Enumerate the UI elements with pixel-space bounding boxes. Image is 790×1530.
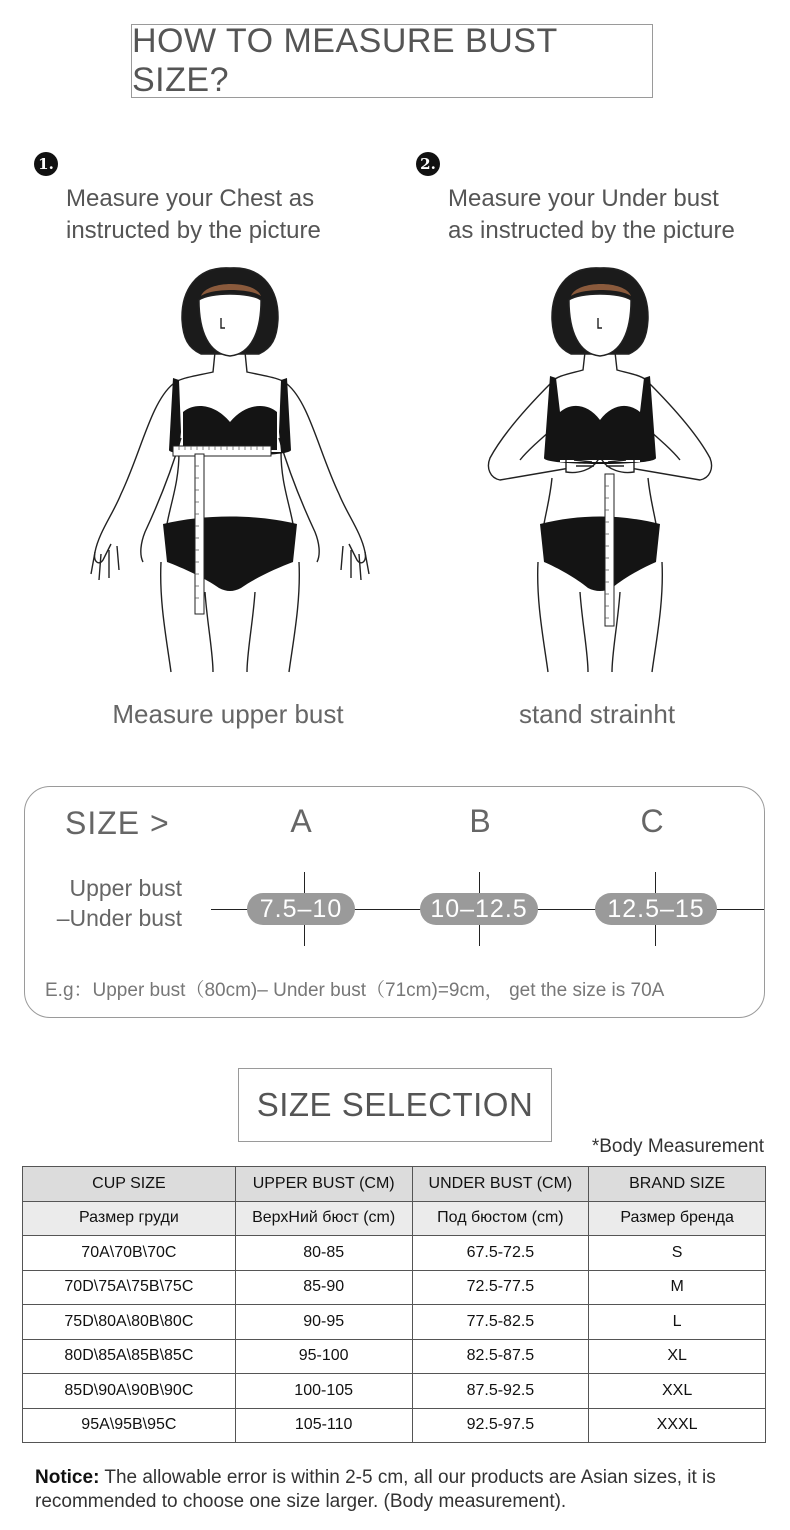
cell-upper-bust: 90-95 — [235, 1305, 412, 1340]
header-ru-cup-size: Размер груди — [23, 1201, 236, 1236]
table-row — [23, 1408, 766, 1443]
range-pill-b: 10–12.5 — [420, 893, 538, 925]
cell-upper-bust: 100-105 — [235, 1374, 412, 1409]
notice-text — [35, 1466, 765, 1514]
cell-upper-bust: 85-90 — [235, 1270, 412, 1305]
size-table — [22, 1166, 766, 1443]
header-ru-brand-size: Размер бренда — [589, 1201, 766, 1236]
cell-upper-bust: 80-85 — [235, 1236, 412, 1271]
header-brand-size: BRAND SIZE — [589, 1167, 766, 1202]
size-letter-c: C — [640, 803, 664, 839]
header-upper-bust: UPPER BUST (CM) — [235, 1167, 412, 1202]
upper-bust-figure-illustration — [55, 262, 405, 674]
notice-label: Notice: — [35, 1467, 100, 1488]
step-1-text — [66, 183, 321, 247]
cell-brand-size: L — [589, 1305, 766, 1340]
size-example-text: E.g：Upper bust（80cm)– Under bust（71cm)=9cm， get the size is 70A — [45, 980, 665, 1001]
step-2-badge: 2. — [416, 152, 440, 176]
bust-label-line1: Upper bust — [69, 875, 182, 901]
table-row — [23, 1374, 766, 1409]
body-measurement-note: *Body Measurement — [591, 1136, 764, 1157]
cell-cup-size: 95A\95B\95C — [23, 1408, 236, 1443]
step-2-text — [448, 183, 735, 247]
range-pill-a: 7.5–10 — [247, 893, 355, 925]
cell-under-bust: 87.5-92.5 — [412, 1374, 589, 1409]
range-pill-c: 12.5–15 — [595, 893, 717, 925]
cell-under-bust: 92.5-97.5 — [412, 1408, 589, 1443]
cell-brand-size: XXL — [589, 1374, 766, 1409]
table-row — [23, 1339, 766, 1374]
table-header-row-ru — [23, 1201, 766, 1236]
header-under-bust: UNDER BUST (CM) — [412, 1167, 589, 1202]
cell-brand-size: XXXL — [589, 1408, 766, 1443]
cell-under-bust: 72.5-77.5 — [412, 1270, 589, 1305]
size-letter-a: A — [290, 803, 312, 839]
table-row — [23, 1236, 766, 1271]
cell-under-bust: 67.5-72.5 — [412, 1236, 589, 1271]
cell-cup-size: 70A\70B\70C — [23, 1236, 236, 1271]
cell-upper-bust: 105-110 — [235, 1408, 412, 1443]
cell-upper-bust: 95-100 — [235, 1339, 412, 1374]
step-1-line1: Measure your Chest as — [66, 185, 315, 212]
size-letter-b: B — [469, 803, 491, 839]
size-heading: SIZE > — [65, 805, 170, 841]
step-1-line2: instructed by the picture — [66, 217, 321, 244]
step-1-caption: Measure upper bust — [112, 699, 344, 729]
step-2-line2: as instructed by the picture — [448, 217, 735, 244]
header-cup-size: CUP SIZE — [23, 1167, 236, 1202]
page-title: HOW TO MEASURE BUST SIZE? — [131, 24, 653, 98]
cell-brand-size: S — [589, 1236, 766, 1271]
size-selection-title: SIZE SELECTION — [238, 1068, 552, 1142]
cell-under-bust: 82.5-87.5 — [412, 1339, 589, 1374]
table-header-row — [23, 1167, 766, 1202]
cell-under-bust: 77.5-82.5 — [412, 1305, 589, 1340]
cell-cup-size: 75D\80A\80B\80C — [23, 1305, 236, 1340]
cell-brand-size: XL — [589, 1339, 766, 1374]
cell-brand-size: M — [589, 1270, 766, 1305]
bust-difference-label — [34, 873, 182, 933]
header-ru-upper-bust: ВерхНий бюст (cm) — [235, 1201, 412, 1236]
table-row — [23, 1270, 766, 1305]
cell-cup-size: 80D\85A\85B\85C — [23, 1339, 236, 1374]
under-bust-figure-illustration — [480, 262, 730, 674]
step-2-caption: stand strainht — [518, 699, 676, 729]
notice-body: The allowable error is within 2-5 cm, all our products are Asian sizes, it is recommended to choose one size larger. (Body measurement). — [35, 1467, 716, 1512]
table-row — [23, 1305, 766, 1340]
header-ru-under-bust: Под бюстом (cm) — [412, 1201, 589, 1236]
bust-label-line2: –Under bust — [56, 905, 182, 931]
step-2-line1: Measure your Under bust — [448, 185, 719, 212]
cell-cup-size: 70D\75A\75B\75C — [23, 1270, 236, 1305]
step-1-badge: 1. — [34, 152, 58, 176]
cell-cup-size: 85D\90A\90B\90C — [23, 1374, 236, 1409]
